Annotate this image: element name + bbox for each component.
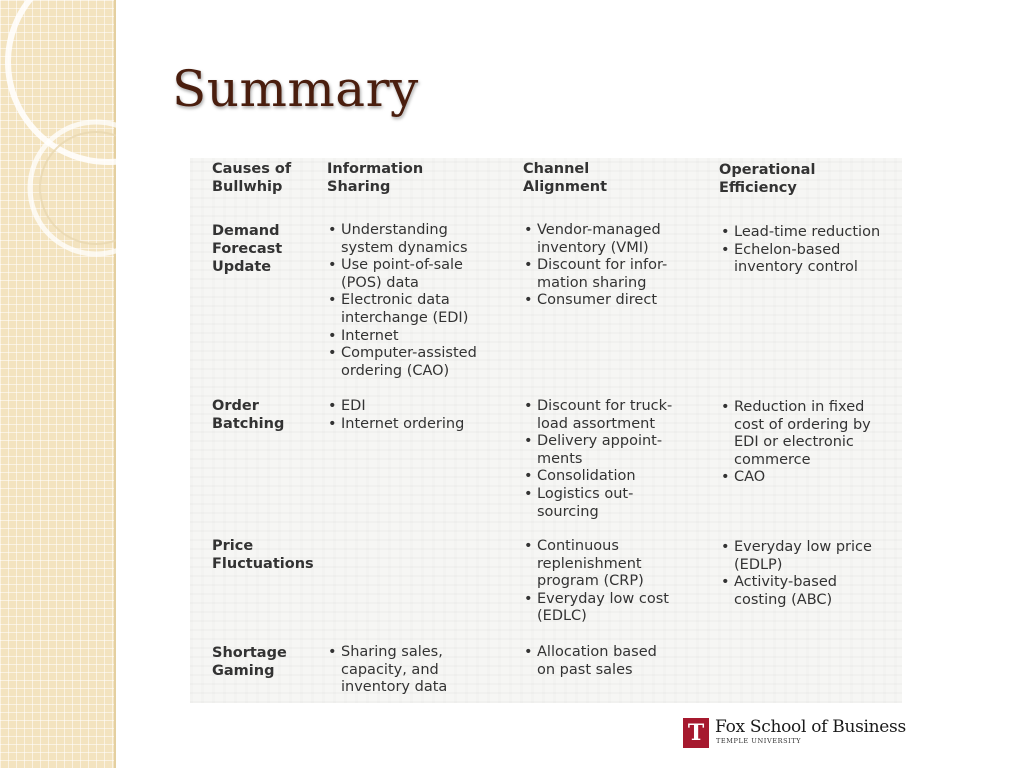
header-text: Sharing xyxy=(327,179,391,195)
row-label-demand-forecast-update xyxy=(212,222,282,276)
cell-shortage-info xyxy=(327,644,447,697)
logo-name: Fox School of Business xyxy=(715,717,906,737)
cell-order-channel xyxy=(523,398,672,521)
cell-demand-info xyxy=(327,222,477,380)
row-label-text: Order xyxy=(212,398,259,414)
list-item: • Consumer direct xyxy=(523,292,667,310)
list-item: • Sharing sales, capacity, and inventory data xyxy=(327,644,447,697)
row-label-text: Price xyxy=(212,538,254,554)
list-item: • Logistics out- sourcing xyxy=(523,486,672,521)
header-channel-alignment xyxy=(523,160,607,196)
row-label-text: Demand xyxy=(212,223,280,239)
cell-order-info xyxy=(327,398,464,433)
header-text: Bullwhip xyxy=(212,179,283,195)
list-item: • Everyday low price (EDLP) xyxy=(720,539,872,574)
list-item: • Internet ordering xyxy=(327,416,464,434)
header-operational-efficiency xyxy=(719,161,815,197)
list-item: • Use point-of-sale (POS) data xyxy=(327,257,477,292)
header-causes xyxy=(212,160,291,196)
list-item: • Consolidation xyxy=(523,468,672,486)
header-information-sharing xyxy=(327,160,423,196)
logo-subtitle: TEMPLE UNIVERSITY xyxy=(716,737,802,745)
list-item: • Allocation based on past sales xyxy=(523,644,657,679)
cell-price-operational xyxy=(720,539,872,609)
list-item: • Lead-time reduction xyxy=(720,224,880,242)
row-label-order-batching xyxy=(212,397,284,433)
row-label-shortage-gaming xyxy=(212,644,287,680)
header-text: Alignment xyxy=(523,179,608,195)
header-text: Causes of xyxy=(212,161,292,177)
list-item: • Continuous replenishment program (CRP) xyxy=(523,538,669,591)
header-text: Information xyxy=(327,161,424,177)
row-label-price-fluctuations xyxy=(212,537,314,573)
decorative-side-strip xyxy=(0,0,116,768)
list-item: • Electronic data interchange (EDI) xyxy=(327,292,477,327)
list-item: • Understanding system dynamics xyxy=(327,222,477,257)
header-text: Operational xyxy=(719,162,816,178)
cell-price-channel xyxy=(523,538,669,626)
decorative-circles xyxy=(0,0,116,768)
list-item: • Discount for infor- mation sharing xyxy=(523,257,667,292)
cell-shortage-channel xyxy=(523,644,657,679)
slide-title: Summary xyxy=(172,60,419,118)
temple-t-icon: T xyxy=(683,718,709,748)
list-item: • Echelon-based inventory control xyxy=(720,242,880,277)
list-item: • Vendor-managed inventory (VMI) xyxy=(523,222,667,257)
row-label-text: Forecast xyxy=(212,241,283,257)
list-item: • Internet xyxy=(327,328,477,346)
header-text: Efficiency xyxy=(719,180,797,196)
list-item: • Computer-assisted ordering (CAO) xyxy=(327,345,477,380)
list-item: • Everyday low cost (EDLC) xyxy=(523,591,669,626)
list-item: • Delivery appoint- ments xyxy=(523,433,672,468)
row-label-text: Batching xyxy=(212,416,285,432)
cell-order-operational xyxy=(720,399,871,487)
list-item: • Activity-based costing (ABC) xyxy=(720,574,872,609)
list-item: • Discount for truck- load assortment xyxy=(523,398,672,433)
row-label-text: Gaming xyxy=(212,663,275,679)
list-item: • Reduction in fixed cost of ordering by EDI or electronic commerce xyxy=(720,399,871,469)
cell-demand-operational xyxy=(720,224,880,277)
row-label-text: Fluctuations xyxy=(212,556,314,572)
row-label-text: Update xyxy=(212,259,272,275)
cell-demand-channel xyxy=(523,222,667,310)
fox-school-logo xyxy=(683,717,913,749)
summary-table xyxy=(190,158,902,703)
header-text: Channel xyxy=(523,161,590,177)
list-item: • EDI xyxy=(327,398,464,416)
list-item: • CAO xyxy=(720,469,871,487)
row-label-text: Shortage xyxy=(212,645,287,661)
